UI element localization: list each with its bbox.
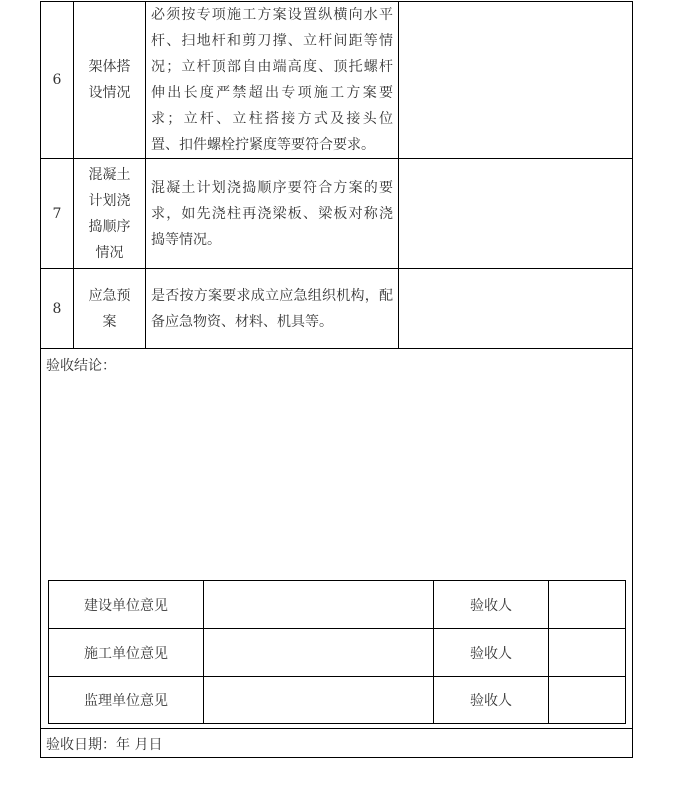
table-row bbox=[41, 269, 632, 349]
requirement-line: 是否按方案要求成立应急组织机构，配 bbox=[151, 287, 393, 304]
opinion-blank-cell[interactable] bbox=[204, 677, 434, 723]
signature-blank-cell[interactable] bbox=[549, 629, 625, 676]
requirement-line: 杆、扫地杆和剪刀撑、立杆间距等情 bbox=[151, 33, 393, 49]
item-name-line: 混凝土 bbox=[88, 166, 131, 183]
opinion-label: 监理单位意见 bbox=[49, 677, 204, 723]
date-label: 验收日期：年 月日 bbox=[46, 737, 163, 753]
item-name bbox=[74, 159, 146, 268]
opinion-label: 施工单位意见 bbox=[49, 629, 204, 676]
item-name-line: 计划浇 bbox=[88, 192, 131, 209]
opinion-blank-cell[interactable] bbox=[204, 581, 434, 628]
opinion-row bbox=[49, 581, 625, 629]
item-name bbox=[74, 2, 146, 158]
opinion-blank-cell[interactable] bbox=[204, 629, 434, 676]
item-name bbox=[74, 269, 146, 348]
item-name-line: 情况 bbox=[95, 244, 124, 261]
result-blank-cell[interactable] bbox=[399, 159, 632, 268]
item-name-line: 捣顺序 bbox=[88, 218, 131, 235]
date-row bbox=[41, 729, 632, 759]
conclusion-section bbox=[41, 349, 632, 729]
opinion-label: 建设单位意见 bbox=[49, 581, 204, 628]
item-name-line: 应急预 bbox=[88, 287, 131, 304]
result-blank-cell[interactable] bbox=[399, 269, 632, 348]
inspection-table bbox=[40, 1, 633, 758]
requirement-line: 捣等情况。 bbox=[151, 231, 221, 248]
signature-blank-cell[interactable] bbox=[549, 581, 625, 628]
item-name-line: 案 bbox=[102, 313, 117, 330]
row-number bbox=[41, 159, 74, 268]
acceptor-label: 验收人 bbox=[434, 629, 549, 676]
item-name-line: 设情况 bbox=[88, 85, 131, 101]
requirement-line: 置、扣件螺栓拧紧度等要符合要求。 bbox=[151, 137, 375, 153]
requirement-text bbox=[146, 159, 399, 268]
table-row bbox=[41, 2, 632, 159]
opinion-table bbox=[48, 580, 626, 724]
acceptor-label: 验收人 bbox=[434, 581, 549, 628]
requirement-line: 求；立杆、立柱搭接方式及接头位 bbox=[151, 111, 393, 127]
conclusion-blank-area[interactable] bbox=[42, 381, 631, 576]
requirement-line: 备应急物资、材料、机具等。 bbox=[151, 313, 333, 330]
row-number bbox=[41, 269, 74, 348]
requirement-text bbox=[146, 269, 399, 348]
requirement-line: 必须按专项施工方案设置纵横向水平 bbox=[151, 7, 393, 23]
signature-blank-cell[interactable] bbox=[549, 677, 625, 723]
row-number-text: 7 bbox=[52, 205, 62, 222]
row-number-text: 6 bbox=[52, 72, 62, 88]
requirement-line: 伸出长度严禁超出专项施工方案要 bbox=[151, 85, 393, 101]
requirement-line: 况；立杆顶部自由端高度、顶托螺杆 bbox=[151, 59, 393, 75]
requirement-text bbox=[146, 2, 399, 158]
row-number bbox=[41, 2, 74, 158]
table-row bbox=[41, 159, 632, 269]
row-number-text: 8 bbox=[52, 300, 62, 317]
result-blank-cell[interactable] bbox=[399, 2, 632, 158]
requirement-line: 求，如先浇柱再浇梁板、梁板对称浇 bbox=[151, 205, 393, 222]
requirement-line: 混凝土计划浇捣顺序要符合方案的要 bbox=[151, 179, 393, 196]
opinion-row bbox=[49, 629, 625, 677]
conclusion-label: 验收结论： bbox=[46, 358, 116, 374]
item-name-line: 架体搭 bbox=[88, 59, 131, 75]
acceptor-label: 验收人 bbox=[434, 677, 549, 723]
opinion-row bbox=[49, 677, 625, 723]
